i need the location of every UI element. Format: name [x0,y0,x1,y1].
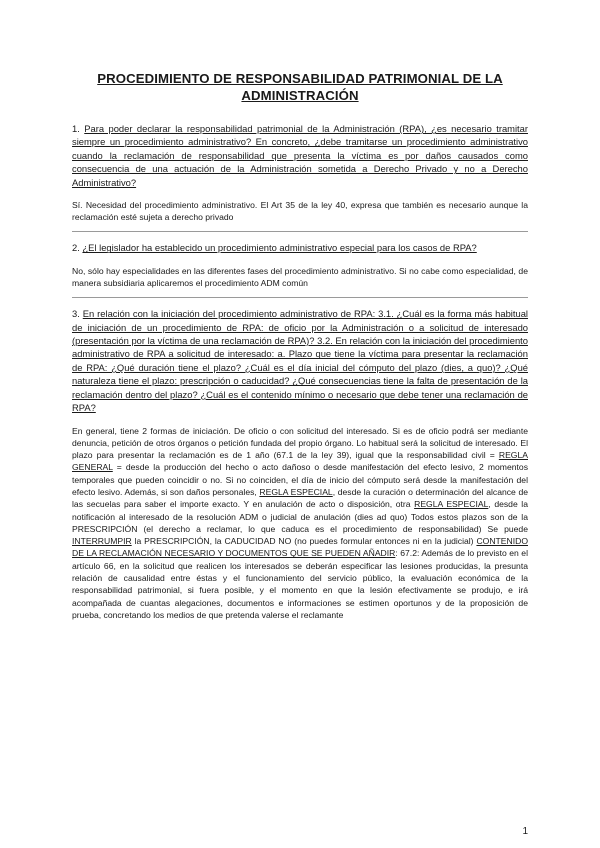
answer-1: Sí. Necesidad del procedimiento administrativo. El Art 35 de la ley 40, expresa que también es necesario aunque la reclamación esté sujeta a derecho privado [72,200,528,223]
answer-3 [72,425,528,622]
answer-text: la PRESCRIPCIÓN, la CADUCIDAD NO (no puedes formular entonces ni en la judicial) [131,536,477,547]
answer-text: En general, tiene 2 formas de iniciación. De oficio o con solicitud del interesado. Si es de oficio podrá ser mediante denuncia, petición de otros órganos o petición fundada del propio órgano. Lo habitual será la solicitud de interesado. El plazo para presentar la reclamación es de 1 año (67.1 de la ley 39), igual que la responsabilidad civil = [72,425,528,461]
question-text: Para poder declarar la responsabilidad patrimonial de la Administración (RPA), ¿es necesario tramitar siempre un procedimiento administrativo? En concreto, ¿debe tramitarse un procedimiento administrativo cuando la reclamación de responsabilidad que presenta la víctima es por daños causados como consecuencia de una actuación de la Administración sometida a Derecho Privado y no a Derecho Administrativo? [72,123,528,188]
answer-emphasis: REGLA ESPECIAL [414,499,489,510]
question-text: ¿El legislador ha establecido un procedimiento administrativo especial para los casos de RPA? [82,242,477,254]
answer-text: = desde la producción del hecho o acto dañoso o desde manifestación del efecto lesivo, 2 momentos temporales que pueden coincidir o no. Si no coinciden, el día de inicio del cómputo será desde la manifestación del efecto lesivo. Además, si son daños personales, [72,462,528,497]
answer-2: No, sólo hay especialidades en las diferentes fases del procedimiento administrativo. Si no cabe como especialidad, de manera subsidiaria aplicaremos el procedimiento ADM común [72,265,528,289]
answer-emphasis: REGLA GENERAL [72,450,528,473]
answer-text: : 67.2: Además de lo previsto en el artículo 66, en la solicitud que realicen los interesados se deberán especificar las lesiones producidas, la presunta relación de causalidad entre éstas y el funcionamiento del servicio público, la evaluación económica de la responsabilidad patrimonial, si fuera posible, y el momento en que la lesión efectivamente se produjo, e irá acompañada de cuantas alegaciones, documentos e informaciones se estimen oportunos y de la proposición de prueba, concretando los medios de que pretenda valerse el reclamante [72,548,528,620]
section-divider [72,297,528,298]
answer-emphasis: CONTENIDO DE LA RECLAMACIÓN NECESARIO Y DOCUMENTOS QUE SE PUEDEN AÑADIR [72,536,528,559]
question-number: 2. [72,242,80,254]
question-number: 3. [72,308,80,320]
question-3 [72,307,528,414]
section-divider [72,231,528,232]
question-number: 1. [72,123,80,134]
document-page [72,70,528,629]
answer-text: , desde la curación o determinación del alcance de las secuelas para saber el importe exacto. Y en anulación de acto o disposición, otra [72,486,528,510]
question-text: En relación con la iniciación del procedimiento administrativo de RPA: 3.1. ¿Cuál es la forma más habitual de iniciación de un procedimiento de RPA: de oficio por la Administración o a solicitud de interesado (presentación por la víctima de una reclamación de RPA)? 3.2. En relación con la iniciación del procedimiento administrativo de RPA a solicitud de interesado: a. Plazo que tiene la víctima para presentar la reclamación de RPA: ¿Qué duración tiene el plazo? ¿Cuál es el día inicial del cómputo del plazo (dies, a quo)? ¿Qué naturaleza tiene el plazo: prescripción o caducidad? ¿Qué consecuencias tiene la falta de presentación de la reclamación dentro del plazo? ¿Cuál es el contenido mínimo o necesario que debe tener una reclamación de RPA? [72,308,529,414]
answer-text: , desde la notificación al interesado de la resolución ADM o judicial de anulación (dies ad quo) Todos estos plazos son de la PRESCRIPCIÓN (el derecho a reclamar, lo que caduca es el procedimiento de responsabilidad) Se puede [72,499,528,534]
question-1 [72,122,528,189]
document-title: PROCEDIMIENTO DE RESPONSABILIDAD PATRIMONIAL DE LA ADMINISTRACIÓN [97,71,503,103]
answer-emphasis: INTERRUMPIR [72,536,132,547]
page-number: 1 [522,826,528,837]
question-2 [72,241,528,254]
answer-emphasis: REGLA ESPECIAL [259,486,333,497]
